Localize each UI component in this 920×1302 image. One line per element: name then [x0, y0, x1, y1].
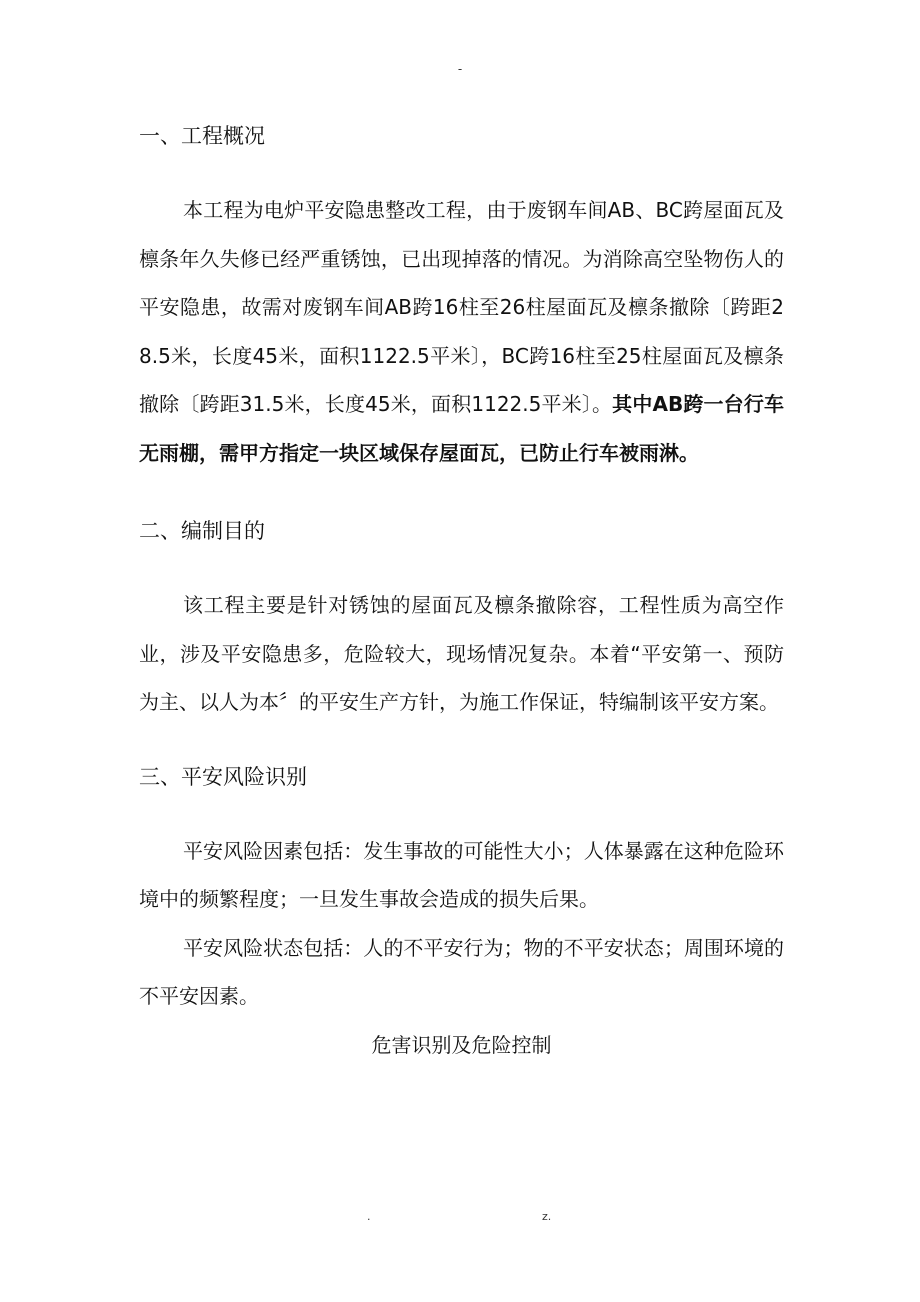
section-heading-purpose: 二、编制目的	[139, 519, 265, 543]
paragraph-text: 本工程为电炉平安隐患整改工程，由于废钢车间AB、BC跨屋面瓦及檩条年久失修已经严重锈蚀，已出现掉落的情况。为消除高空坠物伤人的平安隐患，故需对废钢车间AB跨16柱至26柱屋面瓦及檩条撤除〔跨距28.5米，长度45米，面积1122.5平米〕，BC跨16柱至25柱屋面瓦及檩条撤除〔跨距31.5米，长度45米，面积1122.5平米〕。	[139, 198, 784, 416]
document-body	[139, 112, 784, 1069]
paragraph-purpose: 该工程主要是针对锈蚀的屋面瓦及檩条撤除容，工程性质为高空作业，涉及平安隐患多，危险较大，现场情况复杂。本着“平安第一、预防为主、以人为本〞的平安生产方针，为施工作保证，特编制该平安方案。	[139, 593, 784, 714]
page-header-mark: -	[457, 62, 463, 76]
page-footer-left: .	[367, 1210, 371, 1223]
table-caption: 危害识别及危险控制	[371, 1032, 552, 1057]
paragraph-risk-factors: 平安风险因素包括：发生事故的可能性大小；人体暴露在这种危险环境中的频繁程度；一旦发生事故会造成的损失后果。	[139, 838, 784, 911]
paragraph-bold-text: 其中AB跨一台行车无雨棚，需甲方指定一块区域保存屋面瓦，已防止行车被雨淋。	[139, 392, 784, 465]
paragraph-project-overview	[139, 186, 784, 477]
section-heading-project-overview: 一、工程概况	[139, 124, 265, 148]
page-footer-right: z.	[542, 1210, 552, 1223]
section-heading-risk-identification: 三、平安风险识别	[139, 764, 307, 789]
paragraph-risk-states: 平安风险状态包括：人的不平安行为；物的不平安状态；周围环境的不平安因素。	[139, 935, 784, 1008]
